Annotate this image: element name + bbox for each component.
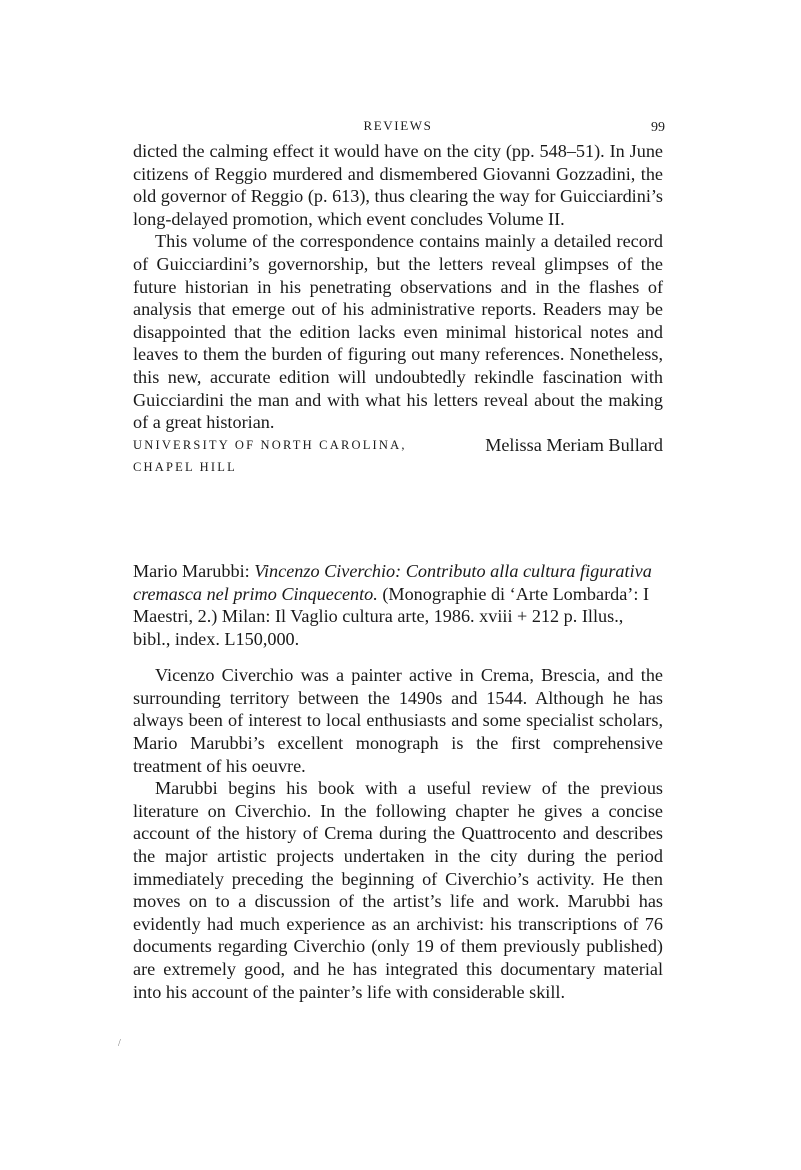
page xyxy=(133,112,663,1003)
review-1 xyxy=(133,140,663,479)
citation-title: Vincenzo Civerchio: Contributo alla cultura figurativa cremasca nel primo Cinquecento. xyxy=(133,560,652,604)
review-2 xyxy=(133,664,663,1003)
citation-details: (Monographie di ‘Arte Lombarda’: I Maestri, 2.) Milan: Il Vaglio cultura arte, 1986. xviii + 212 p. Illus., bibl., index. L150,000. xyxy=(133,583,650,649)
review-1-paragraph-2: This volume of the correspondence contains mainly a detailed record of Guicciardini’s governorship, but the letters reveal glimpses of the future historian in his penetrating observations and in the flashes of analysis that emerge out of his administrative reports. Readers may be disappointed that the edition lacks even minimal historical notes and leaves to them the burden of figuring out many references. Nonetheless, this new, accurate edition will undoubtedly rekindle fascination with Guicciardini the man and with what his letters reveal about the making of a great historian. xyxy=(133,231,663,433)
review-1-paragraph-1: dicted the calming effect it would have on the city (pp. 548–51). In June citizens of Reggio murdered and dismembered Giovanni Gozzadini, the old governor of Reggio (p. 613), thus clearing the way for Guicciardini’s long-delayed promotion, which event concludes Volume II. xyxy=(133,141,663,229)
stray-scan-mark: / xyxy=(118,1038,121,1049)
reviewer-name: Melissa Meriam Bullard xyxy=(485,434,663,455)
running-title: REVIEWS xyxy=(363,118,433,133)
citation-author: Mario Marubbi: xyxy=(133,560,255,581)
reviewer-signature xyxy=(133,434,663,479)
running-head xyxy=(133,112,663,136)
page-number: 99 xyxy=(651,120,665,135)
reviewer-affiliation-line1: UNIVERSITY OF NORTH CAROLINA, xyxy=(133,437,407,452)
review-2-paragraph-1: Vicenzo Civerchio was a painter active in Crema, Brescia, and the surrounding territory between the 1490s and 1544. Although he has always been of interest to local enthusiasts and some specialist scholars, Mario Marubbi’s excellent monograph is the first comprehensive treatment of his oeuvre. xyxy=(133,665,663,776)
reviewer-affiliation-line2: CHAPEL HILL xyxy=(133,460,237,475)
review-2-paragraph-2: Marubbi begins his book with a useful review of the previous literature on Civerchio. In the following chapter he gives a concise account of the history of Crema during the Quattrocento and describes the major artistic projects undertaken in the city during the period immediately preceding the beginning of Civerchio’s activity. He then moves on to a discussion of the artist’s life and work. Marubbi has evidently had much experience as an archivist: his transcriptions of 76 documents regarding Civerchio (only 19 of them previously published) are extremely good, and he has integrated this documentary material into his account of the painter’s life with considerable skill. xyxy=(133,778,663,1002)
review-2-citation xyxy=(133,560,663,650)
